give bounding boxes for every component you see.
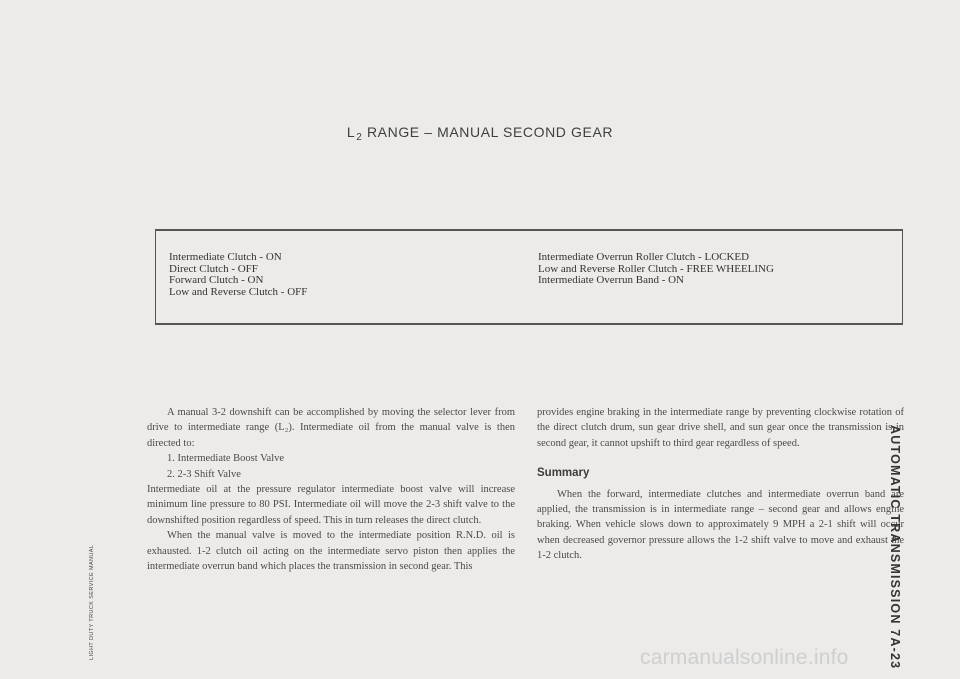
clutch-status-item: Low and Reverse Roller Clutch - FREE WHEELING (538, 262, 774, 275)
summary-paragraph: When the forward, intermediate clutches and intermediate overrun band are applied, the transmission is in intermediate range – second gear and allows engine braking. When vehicle slows down to approximately 9 MPH a 2-1 shift will occur when decreased governor pressure allows the 1-2 shift valve to move and exhaust the 1-2 clutch. (537, 488, 904, 562)
clutch-status-box (155, 229, 903, 325)
clutch-status-item: Intermediate Overrun Roller Clutch - LOCKED (538, 251, 750, 263)
body-paragraph: A manual 3-2 downshift can be accomplished by moving the selector lever from drive to intermediate range (L₂). Intermediate oil from the manual valve is then directed to: (147, 407, 515, 449)
list-item: 2. 2-3 Shift Valve (167, 468, 241, 480)
body-paragraph: Intermediate oil at the pressure regulator intermediate boost valve will increase minimum line pressure to 80 PSI. Intermediate oil will move the 2-3 shift valve to the downshifted position regardless of speed. This in turn releases the direct clutch. (147, 484, 515, 526)
clutch-status-item: Direct Clutch - OFF (169, 262, 258, 275)
page-title: $L_2$ RANGE – MANUAL SECOND GEAR (346, 124, 614, 143)
clutch-status-item: Forward Clutch - ON (169, 274, 264, 287)
body-column-left (147, 405, 515, 574)
body-column-right (537, 405, 904, 564)
clutch-status-item: Intermediate Overrun Band - ON (538, 274, 685, 287)
clutch-status-left (169, 252, 307, 298)
manual-title-label: LIGHT DUTY TRUCK SERVICE MANUAL (89, 544, 95, 660)
clutch-status-item: Low and Reverse Clutch - OFF (169, 285, 308, 298)
body-paragraph: provides engine braking in the intermediate range by preventing clockwise rotation of the direct clutch drum, sun gear drive shell, and sun gear once the transmission is in second gear, it cannot upshift to third gear regardless of speed. (537, 407, 904, 449)
watermark: carmanualsonline.info (640, 646, 849, 669)
body-paragraph: When the manual valve is moved to the intermediate position R.N.D. oil is exhausted. 1-2 clutch oil acting on the intermediate servo piston then applies the intermediate overrun band which places the transmission in second gear. This (147, 530, 515, 573)
clutch-status-item: Intermediate Clutch - ON (169, 251, 282, 263)
clutch-status-right (538, 252, 774, 287)
section-page-label: AUTOMATIC TRANSMISSION 7A-23 (888, 425, 902, 670)
summary-heading: Summary (537, 467, 590, 480)
list-item: 1. Intermediate Boost Valve (167, 453, 285, 465)
